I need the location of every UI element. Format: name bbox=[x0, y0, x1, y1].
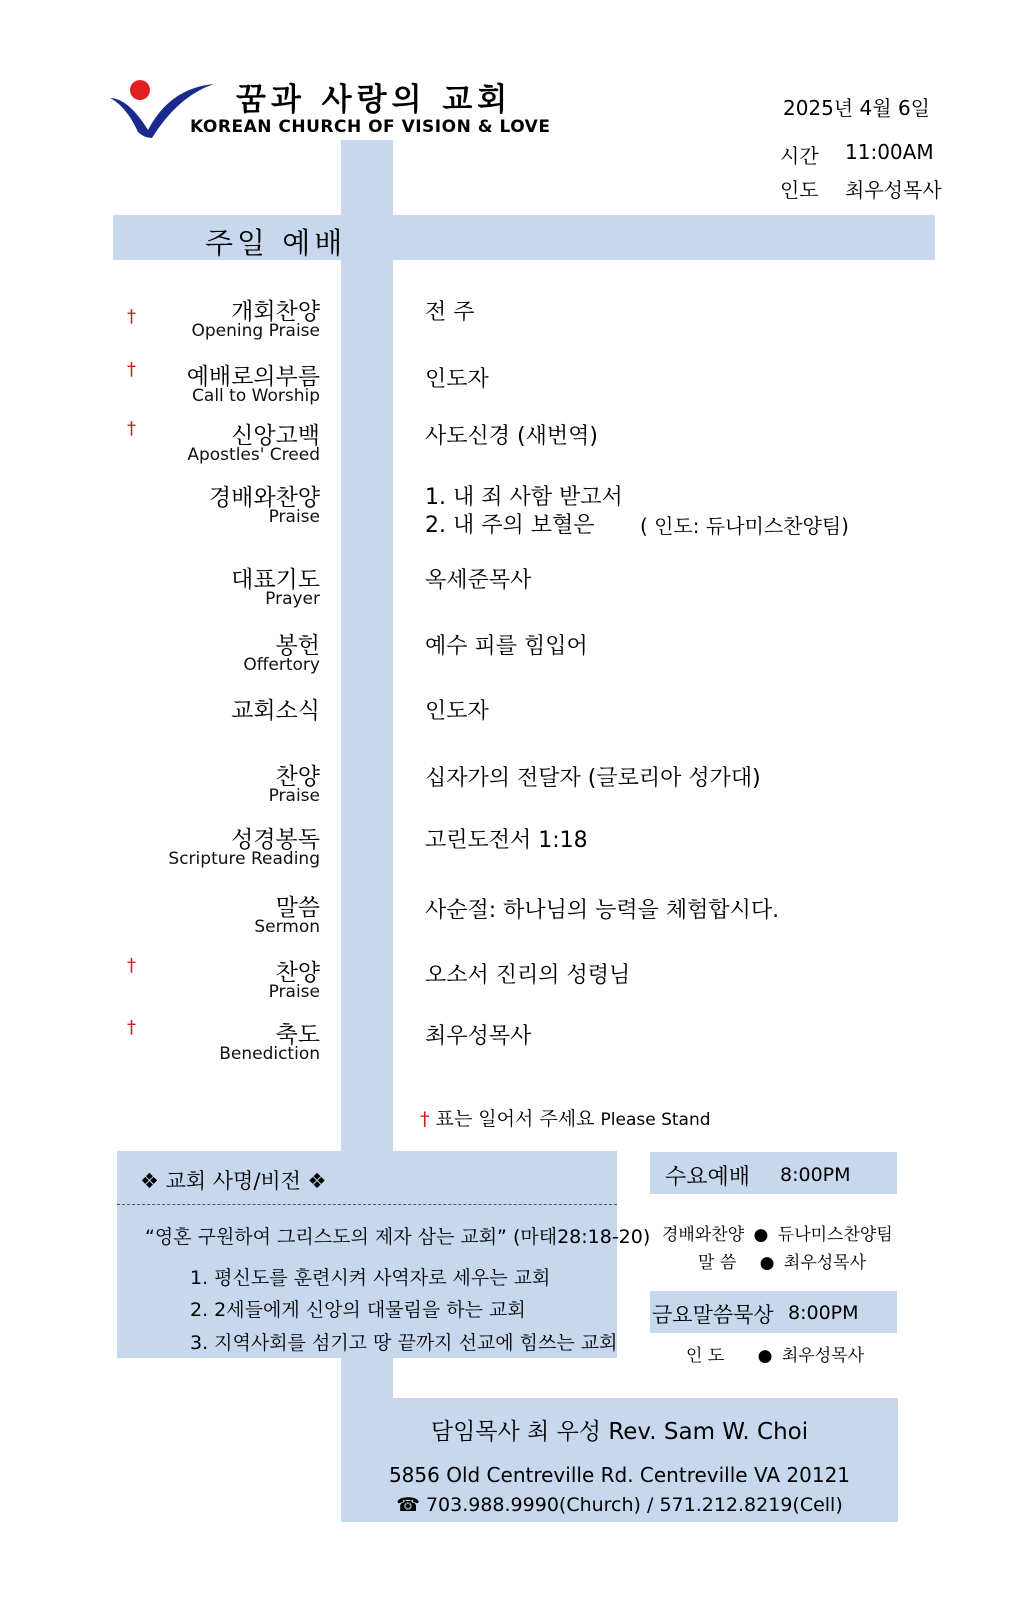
program-item-title: 성경봉독 bbox=[231, 827, 320, 853]
stand-mark: † bbox=[127, 1017, 136, 1038]
program-item-subtitle: Prayer bbox=[265, 589, 320, 609]
program-item-subtitle: Offertory bbox=[243, 655, 320, 675]
friday-row bbox=[686, 1341, 864, 1366]
program-item-value: 십자가의 전달자 (글로리아 성가대) bbox=[425, 766, 761, 791]
program-item-subtitle: Sermon bbox=[254, 917, 320, 937]
stand-mark: † bbox=[127, 359, 136, 380]
friday-row-value: 최우성목사 bbox=[781, 1346, 865, 1366]
program-item-title: 개회찬양 bbox=[231, 299, 320, 325]
program-item-subtitle: Call to Worship bbox=[192, 386, 320, 406]
program-item-title: 봉헌 bbox=[275, 633, 320, 659]
program-item-value: 1. 내 죄 사함 받고서 bbox=[425, 485, 623, 510]
program-item-value: 인도자 bbox=[425, 699, 489, 724]
senior-pastor: 담임목사 최 우성 Rev. Sam W. Choi bbox=[430, 1419, 809, 1445]
program-item-subtitle: Praise bbox=[268, 507, 320, 527]
wednesday-service-time: 8:00PM bbox=[780, 1164, 851, 1186]
church-address: 5856 Old Centreville Rd. Centreville VA 20121 bbox=[388, 1463, 851, 1487]
stand-mark: † bbox=[420, 1108, 430, 1130]
mission-title: ❖ 교회 사명/비전 ❖ bbox=[140, 1169, 327, 1193]
program-item-value: 예수 피를 힘입어 bbox=[425, 634, 588, 659]
bullet-icon: ● bbox=[757, 1346, 773, 1366]
wednesday-row bbox=[662, 1220, 893, 1245]
church-name-korean: 꿈과 사랑의 교회 bbox=[236, 82, 513, 118]
program-item-value-2: 2. 내 주의 보혈은 bbox=[425, 513, 595, 538]
program-item-title: 경배와찬양 bbox=[208, 485, 320, 511]
wednesday-service-title: 수요예배 bbox=[665, 1165, 751, 1190]
program-item-subtitle: Scripture Reading bbox=[168, 849, 320, 869]
program-item-title: 신앙고백 bbox=[231, 423, 320, 449]
friday-row-label: 인 도 bbox=[686, 1346, 725, 1366]
program-item-title: 교회소식 bbox=[231, 698, 320, 724]
stand-mark: † bbox=[127, 306, 136, 327]
program-item-title: 대표기도 bbox=[231, 567, 320, 593]
program-item-value: 인도자 bbox=[425, 367, 489, 392]
service-leader-row bbox=[780, 174, 942, 203]
mission-item: 1. 평신도를 훈련시켜 사역자로 세우는 교회 bbox=[190, 1267, 551, 1289]
friday-service-title: 금요말씀묵상 bbox=[652, 1303, 774, 1327]
program-item-value: 최우성목사 bbox=[425, 1024, 532, 1049]
service-time-row bbox=[780, 140, 934, 169]
program-item-value: 고린도전서 1:18 bbox=[425, 828, 588, 853]
bullet-icon: ● bbox=[753, 1225, 769, 1245]
stand-note-korean: 표는 일어서 주세요 bbox=[435, 1108, 595, 1130]
service-date: 2025년 4월 6일 bbox=[782, 96, 930, 120]
leader-label: 인도 bbox=[780, 178, 819, 202]
church-name-english: KOREAN CHURCH OF VISION & LOVE bbox=[190, 117, 551, 137]
bullet-icon: ● bbox=[759, 1253, 775, 1273]
wednesday-row-value: 최우성목사 bbox=[783, 1253, 867, 1273]
program-item-value: 사도신경 (새번역) bbox=[425, 424, 598, 449]
service-title: 주일 예배 bbox=[205, 226, 347, 260]
stand-note-english: Please Stand bbox=[600, 1110, 711, 1130]
program-item-subtitle: Praise bbox=[268, 982, 320, 1002]
stand-note bbox=[420, 1104, 711, 1131]
leader-value: 최우성목사 bbox=[845, 178, 942, 202]
program-item-title: 찬양 bbox=[275, 960, 320, 986]
wednesday-row bbox=[698, 1248, 866, 1273]
program-item-value: 옥세준목사 bbox=[425, 568, 532, 593]
mission-item: 2. 2세들에게 신앙의 대물림을 하는 교회 bbox=[190, 1299, 526, 1321]
wednesday-row-value: 듀나미스찬양팀 bbox=[777, 1225, 893, 1245]
program-item-subtitle: Opening Praise bbox=[191, 321, 320, 341]
stand-mark: † bbox=[127, 418, 136, 439]
program-item-leader-note: ( 인도: 듀나미스찬양팀) bbox=[640, 514, 849, 538]
mission-divider bbox=[117, 1204, 617, 1205]
program-item-title: 예배로의부름 bbox=[186, 364, 320, 390]
program-item-value: 전 주 bbox=[425, 300, 475, 325]
program-item-title: 축도 bbox=[275, 1022, 320, 1048]
church-phone: ☎ 703.988.9990(Church) / 571.212.8219(Cell) bbox=[396, 1494, 843, 1516]
stand-mark: † bbox=[127, 955, 136, 976]
program-item-value: 오소서 진리의 성령님 bbox=[425, 963, 631, 988]
program-item-title: 말씀 bbox=[275, 895, 320, 921]
program-item-subtitle: Praise bbox=[268, 786, 320, 806]
mission-item: 3. 지역사회를 섬기고 땅 끝까지 선교에 힘쓰는 교회 bbox=[190, 1332, 618, 1354]
program-item-subtitle: Apostles' Creed bbox=[187, 445, 320, 465]
wednesday-row-label: 말 씀 bbox=[698, 1253, 737, 1273]
mission-quote: “영혼 구원하여 그리스도의 제자 삼는 교회” (마태28:18-20) bbox=[145, 1226, 651, 1248]
time-value: 11:00AM bbox=[845, 140, 934, 164]
program-item-subtitle: Benediction bbox=[219, 1044, 320, 1064]
time-label: 시간 bbox=[780, 144, 819, 168]
wednesday-row-label: 경배와찬양 bbox=[662, 1225, 745, 1245]
friday-service-time: 8:00PM bbox=[788, 1302, 859, 1324]
program-item-title: 찬양 bbox=[275, 764, 320, 790]
program-item-value: 사순절: 하나님의 능력을 체험합시다. bbox=[425, 898, 780, 923]
